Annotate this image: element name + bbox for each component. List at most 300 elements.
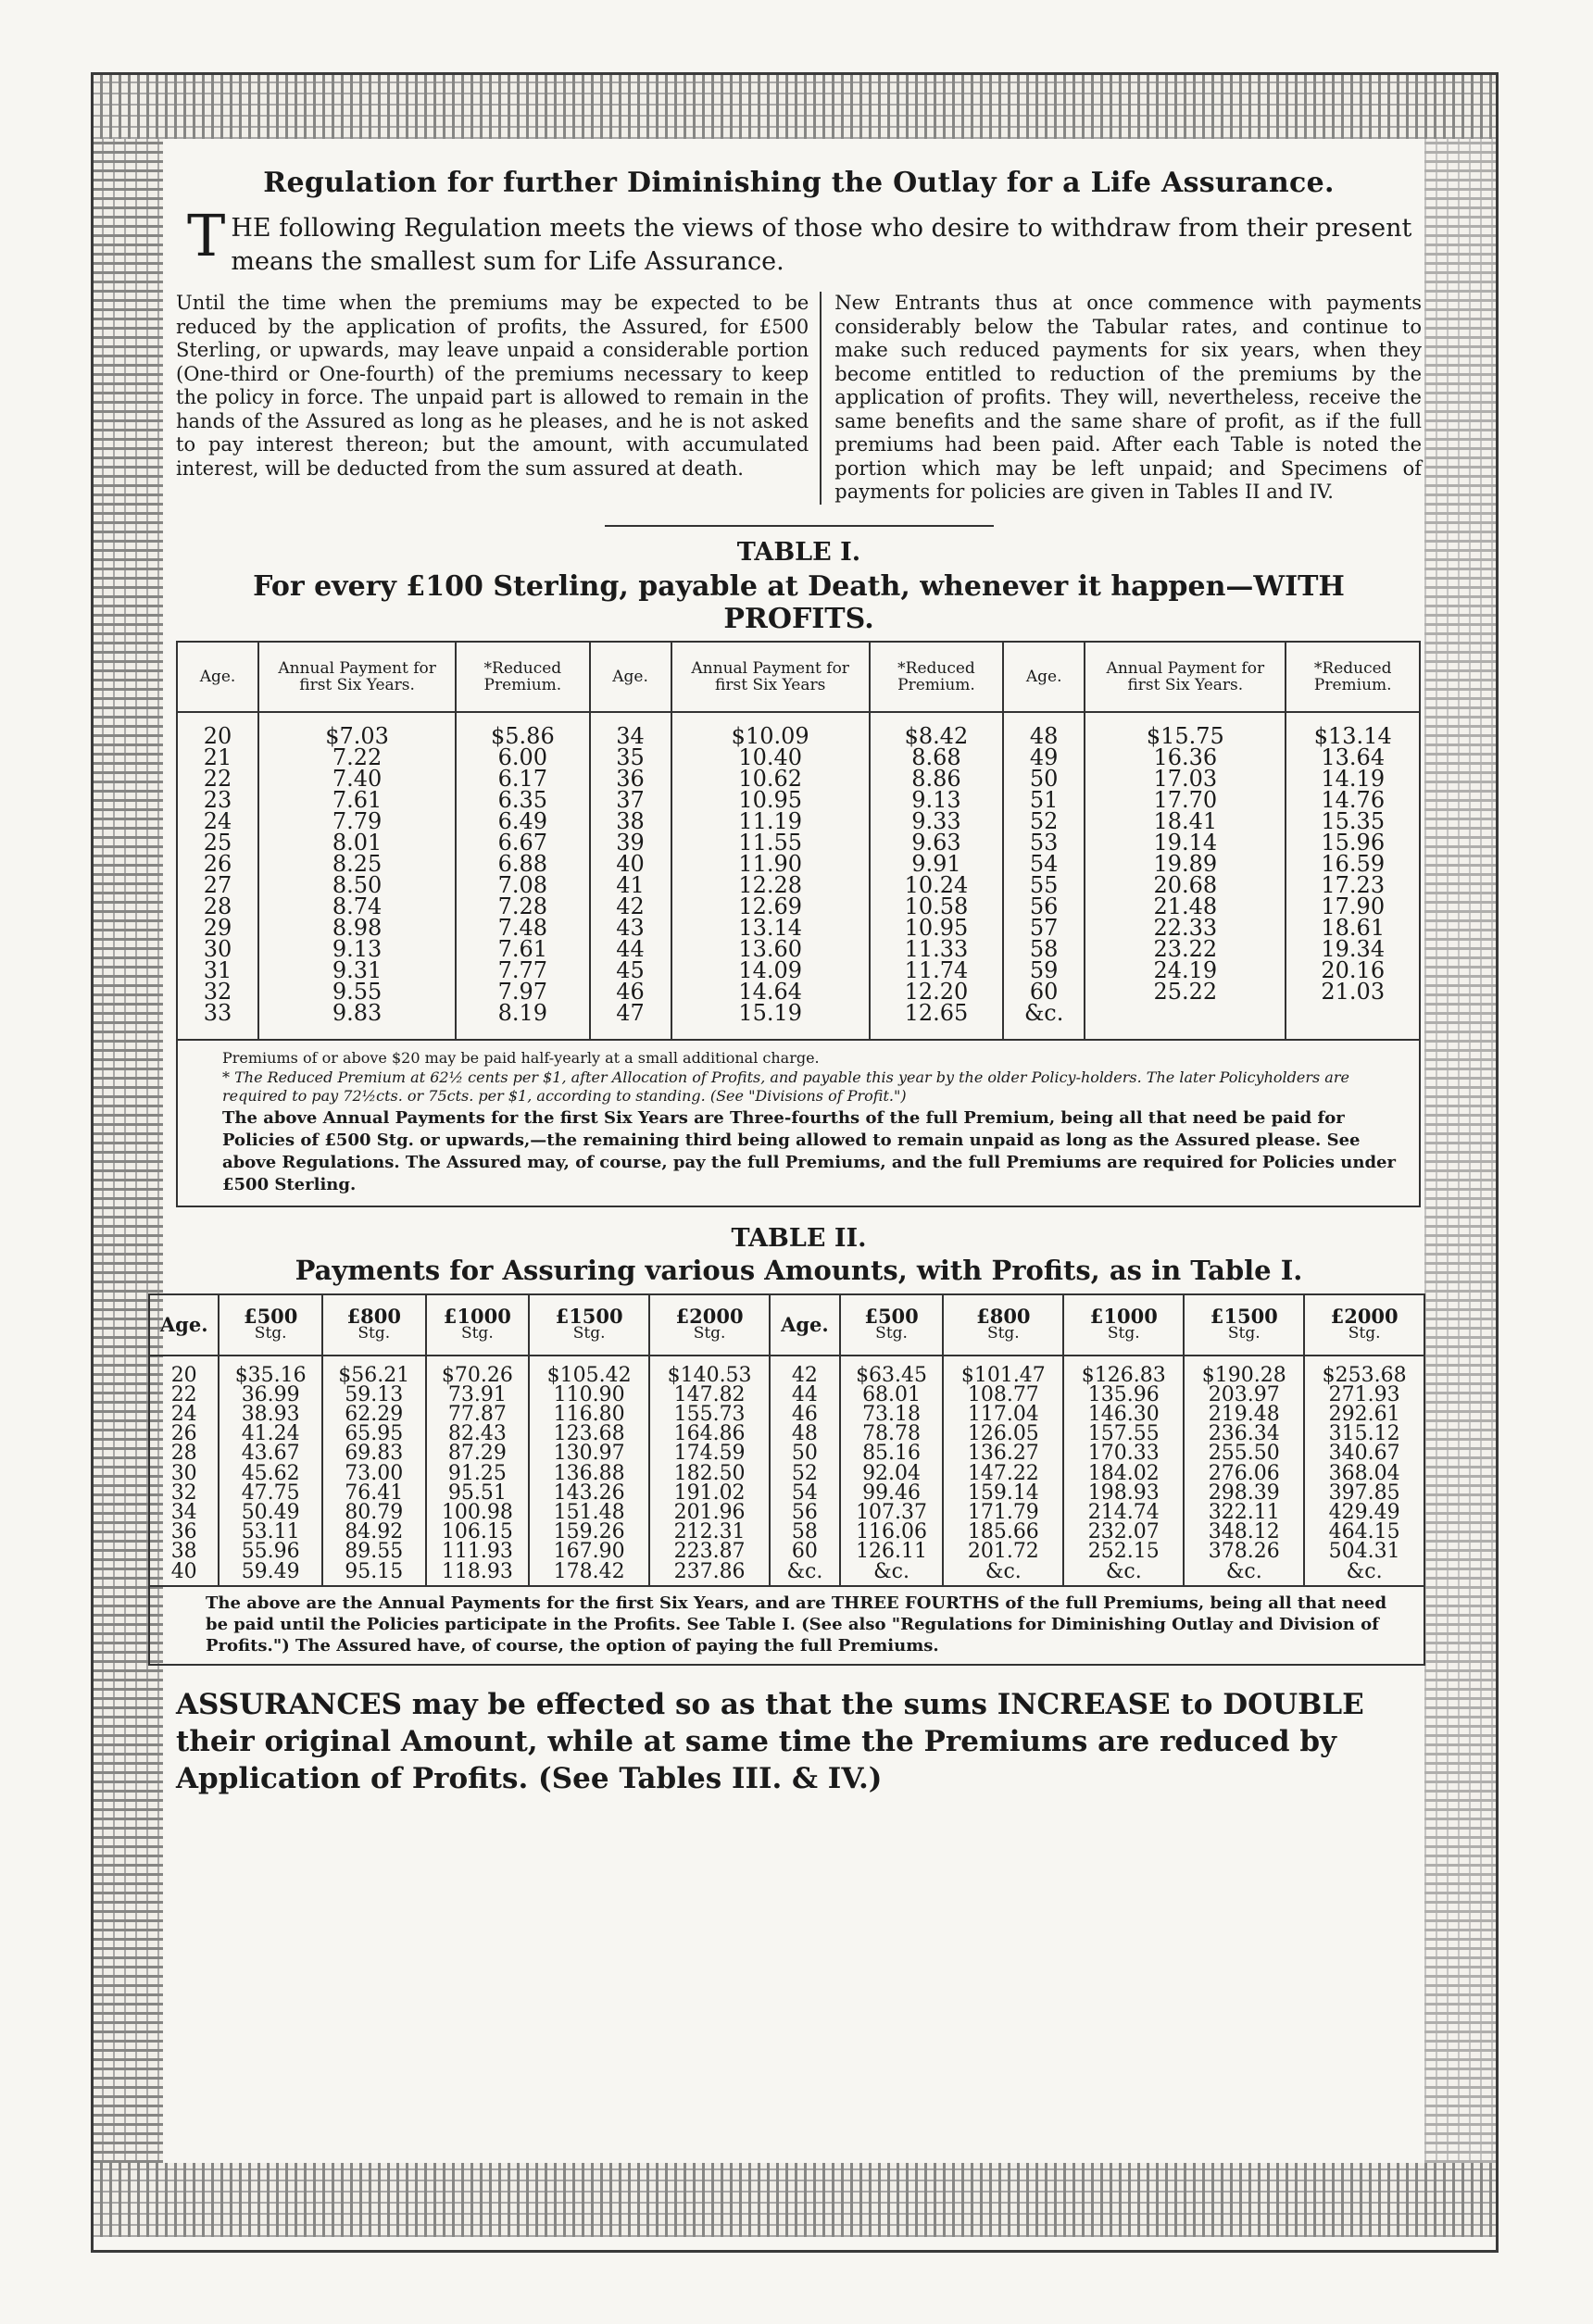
- table-cell: 21.48: [1085, 896, 1286, 918]
- table1-box: [176, 641, 1421, 1207]
- table-cell: 34: [150, 1503, 219, 1522]
- table-cell: 16.36: [1085, 747, 1286, 768]
- table-cell: 78.78: [840, 1424, 944, 1443]
- table-cell: 17.23: [1321, 871, 1386, 898]
- table-cell: 191.02: [649, 1483, 770, 1503]
- regulation-columns: [176, 292, 1422, 505]
- table-cell: 10.95: [870, 918, 1003, 939]
- table-cell: 38.93: [219, 1405, 322, 1424]
- table1-caption: TABLE I.: [736, 537, 861, 567]
- table-cell: 36: [150, 1522, 219, 1542]
- table-cell: $8.42: [870, 712, 1003, 747]
- table-cell: 178.42: [529, 1562, 649, 1585]
- table-cell: 44: [770, 1385, 840, 1405]
- table-cell: 13.64: [1321, 743, 1386, 770]
- table-cell: 116.06: [840, 1522, 944, 1542]
- table-cell: 130.97: [529, 1443, 649, 1463]
- table-cell: 15.19: [671, 1003, 870, 1039]
- table-cell: 9.33: [870, 811, 1003, 832]
- table2-note: The above are the Annual Payments for the first Six Years, and are THREE FOURTHS of the full Premiums, being all that need be paid until the Policies participate in the Profits. See Table I. (See also "Regulations for Diminishing Outlay and Division of Profits.") The Assured have, of course, the option of paying the full Premiums.: [150, 1585, 1424, 1664]
- table-cell: 50: [1003, 768, 1085, 790]
- table-cell: 48: [1003, 712, 1085, 747]
- table-cell: 42: [770, 1356, 840, 1385]
- table2-header-unit: Stg.: [693, 1323, 726, 1343]
- table-cell: 33: [178, 1003, 258, 1039]
- table-row: [150, 1464, 1424, 1483]
- table2-header-amount-label: £2000: [1330, 1304, 1399, 1328]
- table2-header-amount: [649, 1295, 770, 1356]
- table-cell: 68.01: [840, 1385, 944, 1405]
- table-cell: 52: [770, 1464, 840, 1483]
- table-cell: 7.22: [258, 747, 456, 768]
- table-cell: 77.87: [426, 1405, 530, 1424]
- table-cell: 237.86: [649, 1562, 770, 1585]
- table-cell: $105.42: [529, 1356, 649, 1385]
- table-cell: 174.59: [649, 1443, 770, 1463]
- table-cell: 232.07: [1063, 1522, 1184, 1542]
- table-cell: 20.68: [1085, 875, 1286, 896]
- table-cell: 46: [770, 1405, 840, 1424]
- table-row: [150, 1503, 1424, 1522]
- table-cell: 43.67: [219, 1443, 322, 1463]
- table-cell: $5.86: [456, 712, 589, 747]
- table-cell: 30: [150, 1464, 219, 1483]
- table-cell: 9.31: [258, 960, 456, 981]
- divider: [605, 525, 994, 527]
- table-cell: 7.08: [456, 875, 589, 896]
- table-cell: 504.31: [1328, 1540, 1400, 1564]
- table-cell: $15.75: [1085, 712, 1286, 747]
- table-cell: 19.14: [1085, 832, 1286, 854]
- table2-header-unit: Stg.: [1107, 1323, 1140, 1343]
- table2-caption: TABLE II.: [731, 1223, 867, 1253]
- table2-header-amount-label: £1500: [555, 1304, 623, 1328]
- table-cell: 107.37: [840, 1503, 944, 1522]
- table-cell: 116.80: [529, 1405, 649, 1424]
- table-cell: 6.49: [456, 811, 589, 832]
- table-cell: 7.79: [258, 811, 456, 832]
- table-cell: $253.68: [1322, 1363, 1407, 1387]
- table-cell: 47: [590, 1003, 671, 1039]
- table-cell: 59.13: [322, 1385, 426, 1405]
- table-cell: 30: [178, 939, 258, 960]
- table-cell: 57: [1003, 918, 1085, 939]
- table-cell: 378.26: [1184, 1542, 1304, 1561]
- table-cell: 6.35: [456, 790, 589, 811]
- table-cell: 44: [590, 939, 671, 960]
- table-cell: &c.: [1063, 1562, 1184, 1585]
- table2-header-amount: [322, 1295, 426, 1356]
- table-cell: 62.29: [322, 1405, 426, 1424]
- table2-header-amount-label: £500: [243, 1304, 298, 1328]
- table2-header-amount: [1063, 1295, 1184, 1356]
- table-cell: $35.16: [219, 1356, 322, 1385]
- table-cell: &c.: [770, 1562, 840, 1585]
- table-cell: 170.33: [1063, 1443, 1184, 1463]
- table-cell: 17.03: [1085, 768, 1286, 790]
- table-cell: 9.13: [258, 939, 456, 960]
- table2-header-unit: Stg.: [460, 1323, 494, 1343]
- table-cell: 10.95: [671, 790, 870, 811]
- table-cell: $7.03: [258, 712, 456, 747]
- table1-header-annual-payment: Annual Payment for first Six Years.: [258, 643, 456, 712]
- table-cell: 45: [590, 960, 671, 981]
- table-cell: 252.15: [1063, 1542, 1184, 1561]
- table2-header-amount: [840, 1295, 944, 1356]
- table-cell: 7.61: [258, 790, 456, 811]
- table-cell: 7.77: [456, 960, 589, 981]
- table-cell: 13.14: [671, 918, 870, 939]
- table-cell: 8.68: [870, 747, 1003, 768]
- table-row: [178, 712, 1419, 747]
- table-cell: 73.00: [322, 1464, 426, 1483]
- table-cell: 19.89: [1085, 854, 1286, 875]
- table-cell: 147.22: [943, 1464, 1063, 1483]
- table-cell: $140.53: [649, 1356, 770, 1385]
- table-cell: 219.48: [1184, 1405, 1304, 1424]
- table-cell: [1085, 1003, 1286, 1039]
- table2-header-age: [770, 1295, 840, 1356]
- table-row: [150, 1443, 1424, 1463]
- table-cell: 59: [1003, 960, 1085, 981]
- table-cell: 8.01: [258, 832, 456, 854]
- table-cell: 20: [150, 1356, 219, 1385]
- table-cell: 8.98: [258, 918, 456, 939]
- table-cell: 201.72: [943, 1542, 1063, 1561]
- table-cell: 6.17: [456, 768, 589, 790]
- table-cell: 11.33: [870, 939, 1003, 960]
- table-cell: 27: [178, 875, 258, 896]
- table-cell: 24: [150, 1405, 219, 1424]
- table-cell: 322.11: [1184, 1503, 1304, 1522]
- page-title: Regulation for further Diminishing the Outlay for a Life Assurance.: [263, 167, 1335, 199]
- table1-header-reduced-premium: *Reduced Premium.: [1286, 643, 1419, 712]
- table-cell: 34: [590, 712, 671, 747]
- table-cell: 146.30: [1063, 1405, 1184, 1424]
- table-cell: 117.04: [943, 1405, 1063, 1424]
- table2-box: [148, 1293, 1425, 1666]
- table-cell: 184.02: [1063, 1464, 1184, 1483]
- table-cell: 203.97: [1184, 1385, 1304, 1405]
- table-cell: 151.48: [529, 1503, 649, 1522]
- table-cell: 11.90: [671, 854, 870, 875]
- table1: [178, 643, 1419, 1039]
- table-cell: 25: [178, 832, 258, 854]
- table-cell: 60: [770, 1542, 840, 1561]
- intro-text: HE following Regulation meets the views of those who desire to withdraw from their present means the smallest sum for Life Assurance.: [231, 214, 1412, 276]
- table-cell: 315.12: [1328, 1422, 1400, 1446]
- table-cell: 10.58: [870, 896, 1003, 918]
- table1-notes: [178, 1039, 1419, 1206]
- table-cell: 24.19: [1085, 960, 1286, 981]
- table-cell: 276.06: [1184, 1464, 1304, 1483]
- table-cell: 10.40: [671, 747, 870, 768]
- table-cell: 8.74: [258, 896, 456, 918]
- table1-header-age: Age.: [1003, 643, 1085, 712]
- table-row: [150, 1385, 1424, 1405]
- table-cell: 14.19: [1321, 765, 1386, 792]
- table-cell: 28: [150, 1443, 219, 1463]
- table-cell: 60: [1003, 981, 1085, 1003]
- table1-note-reduced: * The Reduced Premium at 62½ cents per $1, after Allocation of Profits, and payable this year by the older Policy-holders. The later Policyholders are required to pay 72½cts. or 75cts. per $1, according to standing. (See "Divisions of Profit."): [222, 1068, 1349, 1105]
- table-cell: 40: [590, 854, 671, 875]
- table-cell: 159.14: [943, 1483, 1063, 1503]
- table-cell: 18.61: [1321, 914, 1386, 941]
- table-cell: 56: [770, 1503, 840, 1522]
- table-cell: 73.18: [840, 1405, 944, 1424]
- table-cell: $101.47: [943, 1356, 1063, 1385]
- table-cell: 55.96: [219, 1542, 322, 1561]
- table2-header-unit: Stg.: [1348, 1323, 1381, 1343]
- table-cell: 9.63: [870, 832, 1003, 854]
- table-cell: 12.65: [870, 1003, 1003, 1039]
- table-cell: 108.77: [943, 1385, 1063, 1405]
- table-cell: 22: [150, 1385, 219, 1405]
- table-cell: $190.28: [1184, 1356, 1304, 1385]
- table-cell: 123.68: [529, 1424, 649, 1443]
- table-cell: 19.34: [1321, 935, 1386, 962]
- table-cell: 271.93: [1328, 1382, 1400, 1406]
- table-cell: 6.88: [456, 854, 589, 875]
- table-cell: 14.76: [1321, 786, 1386, 813]
- table-cell: 52: [1003, 811, 1085, 832]
- table-cell: 26: [150, 1424, 219, 1443]
- table-cell: 6.67: [456, 832, 589, 854]
- table-row: [150, 1542, 1424, 1561]
- table-cell: 91.25: [426, 1464, 530, 1483]
- table-cell: 95.15: [322, 1562, 426, 1585]
- table-cell: 159.26: [529, 1522, 649, 1542]
- table-cell: 10.62: [671, 768, 870, 790]
- table2-header-amount: [1184, 1295, 1304, 1356]
- table-cell: 100.98: [426, 1503, 530, 1522]
- table-cell: 16.59: [1321, 850, 1386, 877]
- table-cell: 143.26: [529, 1483, 649, 1503]
- table2-subtitle: Payments for Assuring various Amounts, with Profits, as in Table I.: [295, 1254, 1303, 1286]
- table-cell: 236.34: [1184, 1424, 1304, 1443]
- table-cell: 185.66: [943, 1522, 1063, 1542]
- table-row: [150, 1356, 1424, 1385]
- table-cell: 69.83: [322, 1443, 426, 1463]
- table-cell: 20.16: [1321, 956, 1386, 983]
- table-cell: 212.31: [649, 1522, 770, 1542]
- table-cell: 7.40: [258, 768, 456, 790]
- table-cell: 9.83: [258, 1003, 456, 1039]
- table-cell: 6.00: [456, 747, 589, 768]
- intro-paragraph: [176, 202, 1422, 279]
- table-cell: 223.87: [649, 1542, 770, 1561]
- table-cell: 7.61: [456, 939, 589, 960]
- table-cell: 50.49: [219, 1503, 322, 1522]
- table2-header-amount-label: Age.: [159, 1313, 208, 1336]
- table-row: [150, 1483, 1424, 1503]
- table-cell: 89.55: [322, 1542, 426, 1561]
- table-cell: 73.91: [426, 1385, 530, 1405]
- table-cell: 53: [1003, 832, 1085, 854]
- table-cell: 54: [770, 1483, 840, 1503]
- table-cell: 136.88: [529, 1464, 649, 1483]
- table-cell: 49: [1003, 747, 1085, 768]
- table-cell: 18.41: [1085, 811, 1286, 832]
- table-cell: 171.79: [943, 1503, 1063, 1522]
- table-cell: 38: [590, 811, 671, 832]
- table-cell: 126.11: [840, 1542, 944, 1561]
- table2-header-unit: Stg.: [1227, 1323, 1261, 1343]
- table-cell: 11.19: [671, 811, 870, 832]
- table-cell: 20: [178, 712, 258, 747]
- table-cell: 95.51: [426, 1483, 530, 1503]
- table1-note-halfyearly: Premiums of or above $20 may be paid half-yearly at a small additional charge.: [222, 1048, 820, 1067]
- table-cell: 157.55: [1063, 1424, 1184, 1443]
- closing-statement: ASSURANCES may be effected so as that the sums INCREASE to DOUBLE their original Amount, while at same time the Premiums are reduced by Application of Profits. (See Tables III. & IV.): [176, 1687, 1364, 1795]
- table2-header-amount: [943, 1295, 1063, 1356]
- table-cell: 80.79: [322, 1503, 426, 1522]
- table-cell: $63.45: [840, 1356, 944, 1385]
- table-cell: 110.90: [529, 1385, 649, 1405]
- table-cell: 12.69: [671, 896, 870, 918]
- table1-header-reduced-premium: *Reduced Premium.: [456, 643, 589, 712]
- table1-header-age: Age.: [178, 643, 258, 712]
- page-content: [159, 167, 1422, 1797]
- table2-header-age: [150, 1295, 219, 1356]
- table-cell: 26: [178, 854, 258, 875]
- table-cell: 58: [770, 1522, 840, 1542]
- table-cell: 28: [178, 896, 258, 918]
- table-cell: 40: [150, 1562, 219, 1585]
- table-cell: 23.22: [1085, 939, 1286, 960]
- table2-header-amount-label: £1500: [1210, 1304, 1278, 1328]
- table-cell: 47.75: [219, 1483, 322, 1503]
- table1-header-reduced-premium: *Reduced Premium.: [870, 643, 1003, 712]
- table-cell: 41.24: [219, 1424, 322, 1443]
- table2-header-amount: [426, 1295, 530, 1356]
- table-cell: 214.74: [1063, 1503, 1184, 1522]
- table-cell: 17.90: [1321, 893, 1386, 919]
- table-cell: 50: [770, 1443, 840, 1463]
- table-cell: 118.93: [426, 1562, 530, 1585]
- table-cell: 106.15: [426, 1522, 530, 1542]
- table2-header-amount: [1304, 1295, 1424, 1356]
- table-cell: 9.55: [258, 981, 456, 1003]
- table-cell: $56.21: [322, 1356, 426, 1385]
- table-cell: 397.85: [1328, 1481, 1400, 1505]
- table-cell: 36: [590, 768, 671, 790]
- table-cell: 14.64: [671, 981, 870, 1003]
- table1-subtitle: For every £100 Sterling, payable at Death, whenever it happen—WITH PROFITS.: [253, 569, 1345, 635]
- table2-header-amount: [219, 1295, 322, 1356]
- table-row: [178, 1003, 1419, 1039]
- table2-header-amount-label: £800: [976, 1304, 1031, 1328]
- table-cell: 164.86: [649, 1424, 770, 1443]
- table-cell: 51: [1003, 790, 1085, 811]
- table2-header-amount-label: £1000: [1089, 1304, 1158, 1328]
- table-cell: 292.61: [1328, 1402, 1400, 1426]
- table-cell: 24: [178, 811, 258, 832]
- table-cell: 22.33: [1085, 918, 1286, 939]
- table-cell: $126.83: [1063, 1356, 1184, 1385]
- table-cell: 22: [178, 768, 258, 790]
- table-cell: 53.11: [219, 1522, 322, 1542]
- table-cell: $10.09: [671, 712, 870, 747]
- table-cell: &c.: [943, 1562, 1063, 1585]
- table-cell: $13.14: [1313, 722, 1392, 749]
- regulation-column-right: New Entrants thus at once commence with payments considerably below the Tabular rates, and continue to make such reduced payments for six years, when they become entitled to reduction of the premiums by the application of profits. They will, nevertheless, receive the same benefits and the same share of profit, as if the full premiums had been paid. After each Table is noted the portion which may be left unpaid; and Specimens of payments for policies are given in Tables II and IV.: [834, 292, 1422, 503]
- table-cell: 45.62: [219, 1464, 322, 1483]
- table-cell: 429.49: [1328, 1500, 1400, 1524]
- regulation-column-left: Until the time when the premiums may be expected to be reduced by the application of profits, the Assured, for £500 Sterling, or upwards, may leave unpaid a considerable portion (One-third or One-fourth) of the premiums necessary to keep the policy in force. The unpaid part is allowed to remain in the hands of the Assured as long as he pleases, and he is not asked to pay interest thereon; but the amount, with accumulated interest, will be deducted from the sum assured at death.: [176, 292, 822, 505]
- table-cell: 36.99: [219, 1385, 322, 1405]
- table1-header-age: Age.: [590, 643, 671, 712]
- table-cell: 54: [1003, 854, 1085, 875]
- table2-header-amount-label: £2000: [675, 1304, 744, 1328]
- table-row: [150, 1522, 1424, 1542]
- table-cell: 111.93: [426, 1542, 530, 1561]
- table-cell: 182.50: [649, 1464, 770, 1483]
- table-cell: 65.95: [322, 1424, 426, 1443]
- table-cell: 8.19: [456, 1003, 589, 1039]
- table2-header-unit: Stg.: [572, 1323, 606, 1343]
- table-cell: 43: [590, 918, 671, 939]
- table-cell: &c.: [1003, 1003, 1085, 1039]
- table2-header-amount-label: Age.: [781, 1313, 829, 1336]
- table-cell: 48: [770, 1424, 840, 1443]
- table-cell: 8.25: [258, 854, 456, 875]
- table-cell: &c.: [840, 1562, 944, 1585]
- table-cell: 42: [590, 896, 671, 918]
- table-cell: 340.67: [1328, 1442, 1400, 1466]
- table2-header-amount-label: £800: [346, 1304, 401, 1328]
- table-cell: 167.90: [529, 1542, 649, 1561]
- table-cell: 35: [590, 747, 671, 768]
- table2-header-amount: [529, 1295, 649, 1356]
- table-cell: 12.20: [870, 981, 1003, 1003]
- table-cell: 14.09: [671, 960, 870, 981]
- table-cell: 55: [1003, 875, 1085, 896]
- table-cell: 348.12: [1184, 1522, 1304, 1542]
- table1-header-annual-payment: Annual Payment for first Six Years: [671, 643, 870, 712]
- table-cell: 56: [1003, 896, 1085, 918]
- table-cell: 17.70: [1085, 790, 1286, 811]
- table-cell: 155.73: [649, 1405, 770, 1424]
- table-cell: 85.16: [840, 1443, 944, 1463]
- table-cell: 38: [150, 1542, 219, 1561]
- table-cell: 464.15: [1328, 1520, 1400, 1544]
- table-cell: 29: [178, 918, 258, 939]
- table-cell: 9.91: [870, 854, 1003, 875]
- table-cell: 11.74: [870, 960, 1003, 981]
- table-cell: 92.04: [840, 1464, 944, 1483]
- table-cell: 58: [1003, 939, 1085, 960]
- table-row: [150, 1405, 1424, 1424]
- table-cell: 32: [178, 981, 258, 1003]
- table2-header-amount-label: £500: [864, 1304, 919, 1328]
- table-cell: 21: [178, 747, 258, 768]
- table2: [150, 1295, 1424, 1585]
- table-cell: 15.96: [1321, 829, 1386, 856]
- table-cell: 136.27: [943, 1443, 1063, 1463]
- table2-header-unit: Stg.: [986, 1323, 1020, 1343]
- table2-header-amount-label: £1000: [443, 1304, 511, 1328]
- table-cell: 368.04: [1328, 1461, 1400, 1485]
- table-cell: 13.60: [671, 939, 870, 960]
- table-cell: 201.96: [649, 1503, 770, 1522]
- table-cell: 8.50: [258, 875, 456, 896]
- table-cell: 7.97: [456, 981, 589, 1003]
- table1-header-annual-payment: Annual Payment for first Six Years.: [1085, 643, 1286, 712]
- table-cell: 135.96: [1063, 1385, 1184, 1405]
- table-cell: &c.: [1184, 1562, 1304, 1585]
- table-cell: 255.50: [1184, 1443, 1304, 1463]
